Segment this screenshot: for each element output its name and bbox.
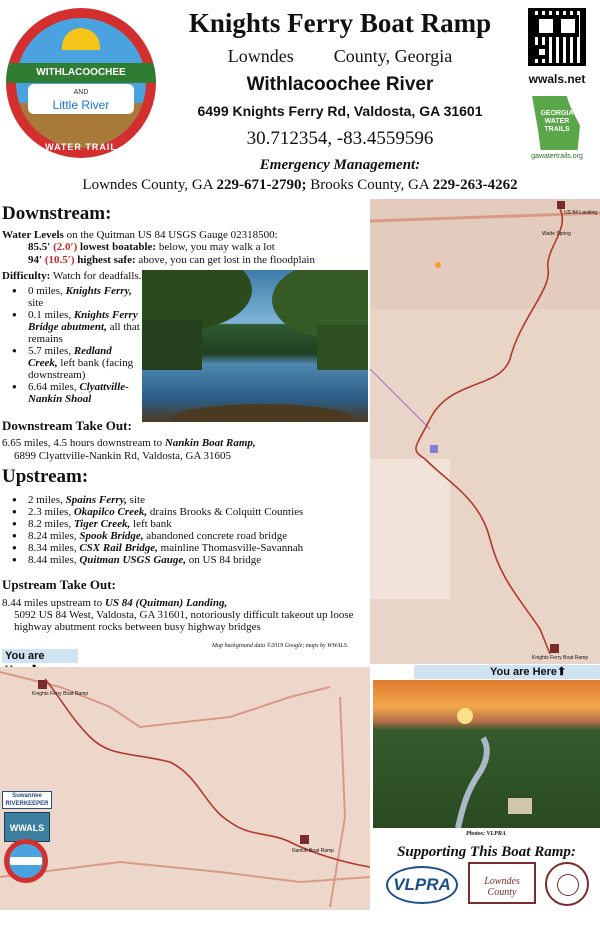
you-are-here-down-label: You are [2,649,78,663]
water-trail-logo [6,8,156,158]
list-item: ● 8.44 miles, Quitman USGS Gauge, on US 84 bridge [2,554,368,566]
logo-water-trail: WATER TRAIL [45,142,117,152]
upstream-takeout-address: 5092 US 84 West, Valdosta, GA 31601, notoriously difficult takeout up loose highway abutment rocks between busy highway bridges [14,609,354,633]
upstream-map-graphic [370,199,600,664]
downstream-takeout-address: 6899 Clyattville-Nankin Rd, Valdosta, GA 31605 [14,450,232,462]
list-item: ● 5.7 miles, Redland Creek, left bank (facing downstream) [2,345,140,381]
brooks-phone: 229-263-4262 [432,177,518,193]
list-item: ● 0 miles, Knights Ferry, site [2,285,140,309]
river-photo [142,270,368,422]
downstream-map[interactable] [0,667,370,910]
map-label-us84: US 84 Landing [564,210,598,216]
coordinates: 30.712354, -83.4559596 [246,128,434,149]
lowndes-county-logo: Lowndes County [468,862,536,904]
photo-credit: Photos: VLPRA [466,831,506,837]
wwals-badge-logo: WWALS [4,812,50,842]
map-label-spring: Wade Spring [542,231,571,237]
high-level: 94′ (10.5′) highest safe: above, you can get lost in the floodplain [28,254,315,266]
map-label-knights-bottom: Knights Ferry Boat Ramp [32,691,89,697]
downstream-takeout-heading: Downstream Take Out: [2,418,132,433]
map-label-knights: Knights Ferry Boat Ramp [532,655,589,661]
georgia-water-trails-text: GEORGIA WATER TRAILS [540,110,574,133]
logo-little-river: AND Little River [28,84,134,114]
sponsors-title: Supporting This Boat Ramp: [397,844,576,860]
vlpra-logo: VLPRA [386,866,458,904]
downstream-takeout: 6.65 miles, 4.5 hours downstream to Nankin Boat Ramp, [2,437,256,449]
water-levels: Water Levels on the Quitman US 84 USGS Gauge 02318500: [2,229,278,241]
lowndes-phone: 229-671-2790; [216,177,307,193]
page-title: Knights Ferry Boat Ramp [188,8,492,38]
difficulty: Difficulty: Watch for deadfalls. [2,270,142,282]
list-item: ● 0.1 miles, Knights Ferry Bridge abutment, all that remains [2,309,140,345]
river-name: Withlacoochee River [246,74,434,95]
aerial-river-photo [373,680,600,828]
downstream-heading: Downstream: [2,203,112,224]
logo-banner: WITHLACOOCHEE [6,63,156,83]
list-item: ● 2.3 miles, Okapilco Creek, drains Brooks & Colquitt Counties [2,506,368,518]
qr-code-icon[interactable] [528,8,586,66]
list-item: ● 2 miles, Spains Ferry, site [2,494,368,506]
list-item: ● 8.24 miles, Spook Bridge, abandoned concrete road bridge [2,530,368,542]
downstream-list [2,285,140,405]
gawatertrails-link[interactable]: gawatertrails.org [531,153,583,160]
tree-canopy-graphic [142,270,368,422]
list-item: ● 8.34 miles, CSX Rail Bridge, mainline Thomasville-Savannah [2,542,368,554]
list-item: ● 8.2 miles, Tiger Creek, left bank [2,518,368,530]
sun-icon [62,28,100,50]
map-label-nankin: Nankin Boat Ramp [292,848,334,854]
upstream-takeout-heading: Upstream Take Out: [2,577,116,592]
upstream-list [2,494,368,566]
map-credit: Map background data ©2019 Google; maps by WWALS. [212,643,349,649]
emergency-title: Emergency Management: [259,157,421,173]
county-seal-icon [545,862,589,906]
water-trail-small-logo [4,839,48,883]
upstream-heading: Upstream: [2,466,89,487]
upstream-takeout: 8.44 miles upstream to US 84 (Quitman) Landing, [2,597,228,609]
address: 6499 Knights Ferry Rd, Valdosta, GA 31601 [197,103,483,119]
aerial-river-graphic [373,680,600,828]
upstream-map[interactable] [370,199,600,664]
list-item: ● 6.64 miles, Clyattville-Nankin Shoal [2,381,140,405]
low-level: 85.5′ (2.0′) lowest boatable: below, you may walk a lot [28,241,275,253]
wwals-link[interactable]: wwals.net [528,72,586,86]
county-line: Lowndes County, Georgia [227,46,453,66]
downstream-map-graphic [0,667,370,910]
you-are-here-up-label: You are Here⬆ [414,665,600,679]
riverkeeper-logo: Suwannee RIVERKEEPER [2,791,52,809]
emergency-contacts: Lowndes County, GA 229-671-2790; Brooks County, GA 229-263-4262 [82,177,518,193]
